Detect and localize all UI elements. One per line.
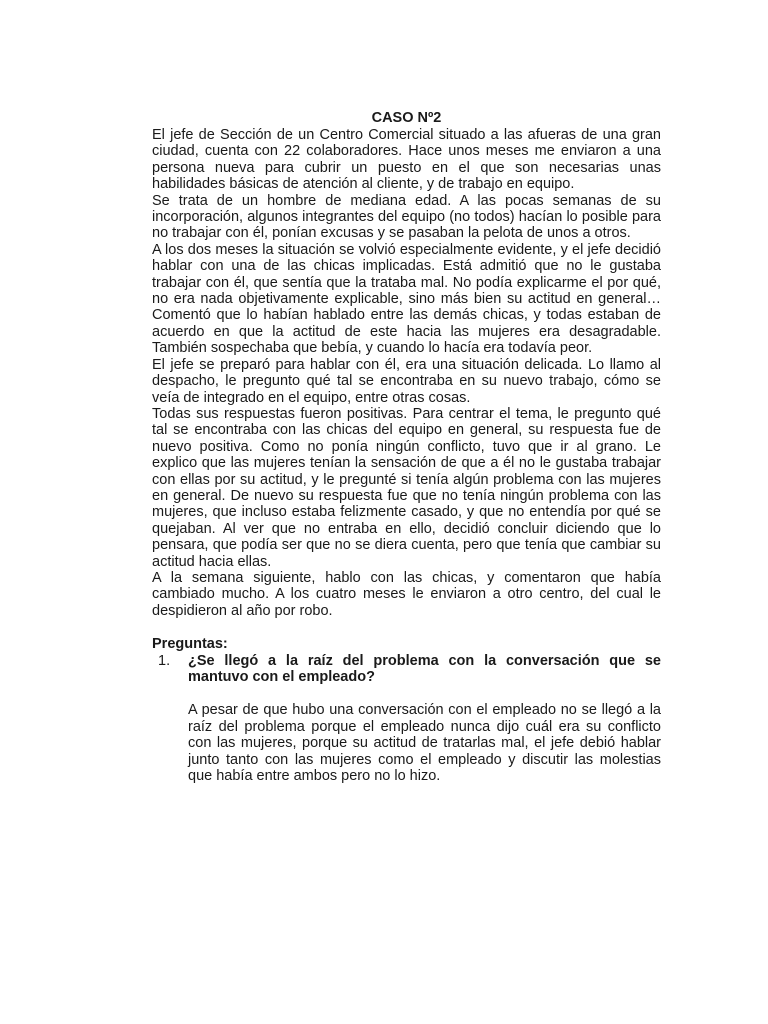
document-title: CASO Nº2 [371,110,442,126]
question-text: ¿Se llegó a la raíz del problema con la conversación que se mantuvo con el empleado? [188,652,661,685]
paragraph-1: El jefe de Sección de un Centro Comercial situado a las afueras de una gran ciudad, cuenta con 22 colaboradores. Hace unos meses me enviaron a una persona nueva para cubrir un puesto en el que son necesarias unas habilidades básicas de atención al cliente, y de trabajo en equipo. [152,127,661,193]
paragraph-6: A la semana siguiente, hablo con las chicas, y comentaron que había cambiado mucho. A los cuatro meses le enviaron a otro centro, del cual le despidieron al año por robo. [152,569,661,619]
question-number: 1. [158,652,171,669]
paragraph-2: Se trata de un hombre de mediana edad. A las pocas semanas de su incorporación, algunos integrantes del equipo (no todos) hacían lo posible para no trabajar con él, ponían excusas y se pasaban la pelota de unos a otros. [152,192,661,242]
paragraph-4: El jefe se preparó para hablar con él, era una situación delicada. Lo llamo al despacho, le pregunto qué tal se encontraba en su nuevo trabajo, cómo se veía de integrado en el equipo, entre otras cosas. [152,356,661,406]
document-page [152,110,661,784]
paragraph-5: Todas sus respuestas fueron positivas. Para centrar el tema, le pregunto qué tal se encontraba con las chicas del equipo en general, su respuesta fue de nuevo positiva. Como no ponía ningún conflicto, tuvo que ir al grano. Le explico que las mujeres tenían la sensación de que a él no le gustaba trabajar con ellas por su actitud, y le pregunté si tenía algún problema con las mujeres en general. De nuevo su respuesta fue que no tenía ningún problema con las mujeres, que incluso estaba felizmente casado, y que no entendía por qué se quejaban. Al ver que no entraba en ello, decidió concluir diciendo que lo pensara, que podía ser que no se diera cuenta, pero que tenía que cambiar su actitud hacia ellas. [152,405,661,570]
answer-text: A pesar de que hubo una conversación con el empleado no se llegó a la raíz del problema porque el empleado nunca dijo cuál era su conflicto con las mujeres, porque su actitud de tratarlas mal, el jefe debió hablar junto tanto con las mujeres como el empleado y discutir las molestias que había entre ambos pero no lo hizo. [188,702,661,785]
section-spacer [152,619,661,636]
question-body [188,653,661,785]
question-item [152,653,661,785]
paragraph-3: A los dos meses la situación se volvió especialmente evidente, y el jefe decidió hablar con una de las chicas implicadas. Está admitió que no le gustaba trabajar con él, que sentía que la trataba mal. No podía explicarme el por qué, no era nada objetivamente explicable, sino más bien su actitud en general… Comentó que lo habían hablado entre las demás chicas, y todas estaban de acuerdo en que la actitud de este hacia las mujeres era desagradable. También sospechaba que bebía, y cuando lo hacía era todavía peor. [152,241,661,357]
questions-heading: Preguntas: [152,636,228,653]
